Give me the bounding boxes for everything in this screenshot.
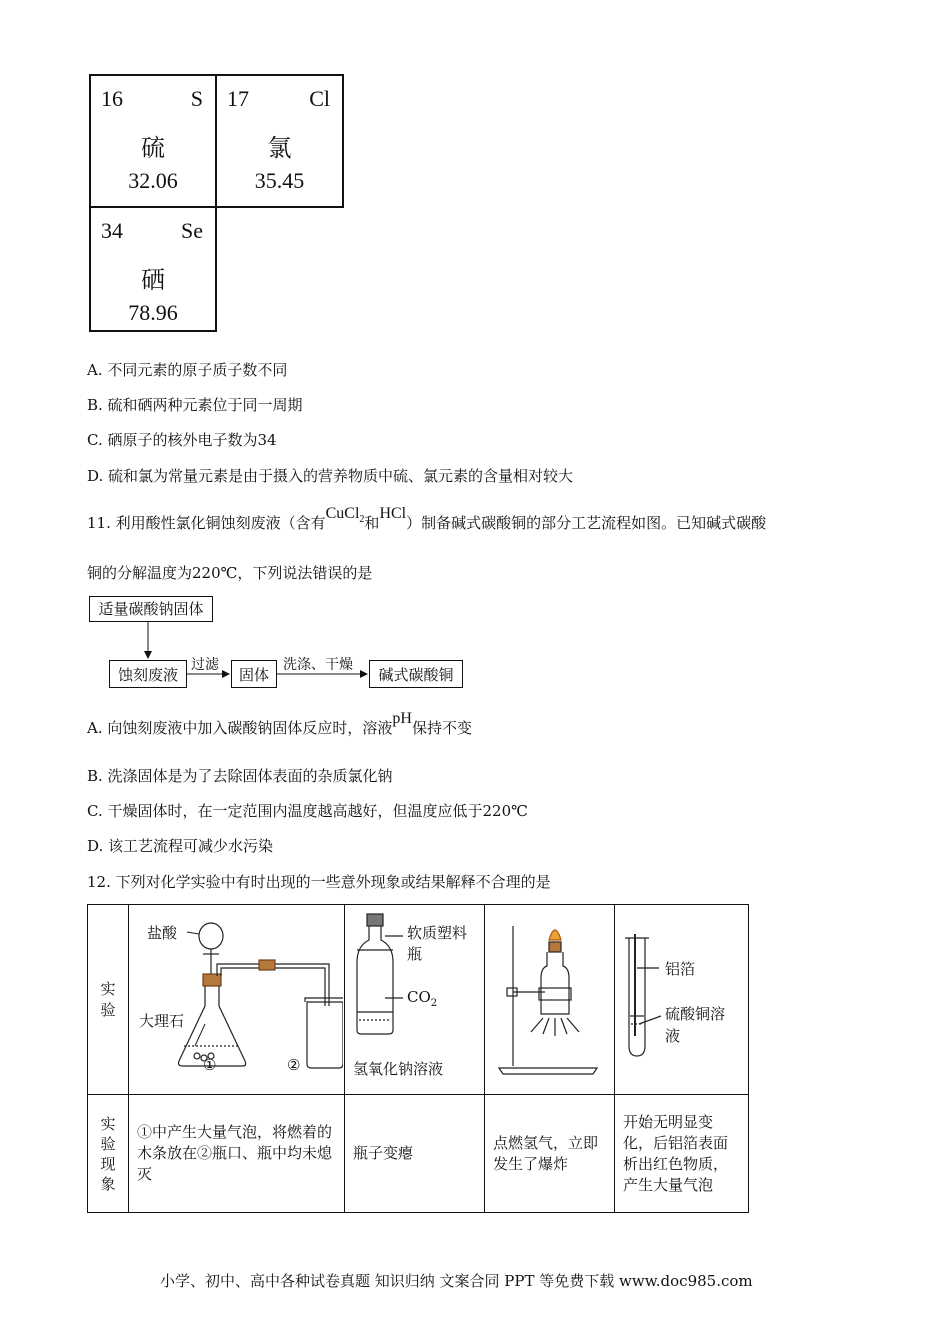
observation-1: ①中产生大量气泡，将燃着的木条放在②瓶口、瓶中均未熄灭 — [129, 1095, 345, 1213]
label-aluminum-foil: 铝箔 — [665, 960, 696, 978]
label-sodium-hydroxide: 氢氧化钠溶液 — [353, 1060, 444, 1078]
q10-option-d: D. 硫和氯为常量元素是由于摄入的营养物质中硫、氯元素的含量相对较大 — [87, 467, 574, 485]
label-marble: 大理石 — [139, 1012, 185, 1030]
element-name: 硫 — [141, 134, 165, 162]
flow-box-solid: 固体 — [231, 660, 277, 688]
formula-ph: pH — [392, 710, 412, 727]
experiment-table — [87, 904, 749, 1213]
q12-stem: 12. 下列对化学实验中有时出现的一些意外现象或结果解释不合理的是 — [87, 873, 551, 891]
flow-box-basic-copper-carbonate: 碱式碳酸铜 — [369, 660, 463, 688]
atomic-number: 17 — [227, 86, 249, 111]
row-head-observation — [88, 1095, 129, 1213]
figure-cell-plastic-bottle — [345, 905, 485, 1095]
atomic-number: 34 — [101, 218, 123, 243]
formula-hcl: HCl — [379, 505, 407, 522]
test-tube-figure — [615, 906, 747, 1094]
label-hydrochloric-acid: 盐酸 — [147, 924, 178, 942]
q11-option-d: D. 该工艺流程可减少水污染 — [87, 837, 274, 855]
element-symbol: Cl — [309, 86, 330, 111]
label-soft-plastic-bottle: 软质塑料瓶 — [407, 924, 468, 963]
q11-stem-part: ）制备碱式碳酸铜的部分工艺流程如图。已知碱式碳酸 — [406, 514, 767, 532]
q11-stem-part: 11. 利用酸性氯化铜蚀刻废液（含有 — [87, 514, 326, 532]
q10-option-c: C. 硒原子的核外电子数为34 — [87, 431, 277, 449]
observation-2: 瓶子变瘪 — [345, 1095, 485, 1213]
row-head-text: 实验现象 — [100, 1114, 116, 1193]
label-co2 — [407, 987, 437, 1014]
q11-stem-part: 和 — [364, 514, 380, 532]
atomic-mass: 78.96 — [128, 300, 178, 325]
flow-label-filter: 过滤 — [191, 657, 219, 673]
q11-option-a-part: A. 向蚀刻废液中加入碳酸钠固体反应时，溶液 — [87, 719, 393, 737]
element-name: 硒 — [141, 266, 165, 294]
label-circle-2: ② — [287, 1056, 301, 1074]
flow-label-wash-dry: 洗涤、干燥 — [283, 657, 353, 673]
q11-option-c: C. 干燥固体时，在一定范围内温度越高越好，但温度应低于220℃ — [87, 802, 528, 820]
q11-option-b: B. 洗涤固体是为了去除固体表面的杂质氯化钠 — [87, 767, 393, 785]
q11-option-a-part: 保持不变 — [411, 719, 472, 737]
observation-3: 点燃氢气，立即发生了爆炸 — [485, 1095, 615, 1213]
formula-subscript: 2 — [359, 514, 365, 526]
footer-text: 小学、初中、高中各种试卷真题 知识归纳 文案合同 PPT 等免费下载 www.doc985.com — [160, 1272, 753, 1290]
label-copper-sulfate: 硫酸铜溶液 — [665, 1005, 726, 1045]
q10-option-b: B. 硫和硒两种元素位于同一周期 — [87, 396, 303, 414]
iron-stand-figure — [485, 906, 613, 1094]
figure-cell-hydrogen-ignition — [485, 905, 615, 1095]
formula-subscript: 2 — [430, 998, 438, 1009]
element-symbol: S — [190, 86, 203, 111]
element-symbol: Se — [181, 218, 203, 243]
formula-text: CuCl — [325, 505, 360, 522]
q11-option-a — [87, 710, 472, 739]
flow-box-etching-waste: 蚀刻废液 — [109, 660, 187, 688]
row-head-experiment — [88, 905, 129, 1095]
flow-box-sodium-carbonate: 适量碳酸钠固体 — [89, 596, 213, 622]
formula-text: CO — [407, 988, 431, 1006]
row-head-text: 实验 — [100, 979, 116, 1019]
element-name: 氯 — [267, 134, 292, 162]
figure-cell-co2-generation — [129, 905, 345, 1095]
q10-option-a: A. 不同元素的原子质子数不同 — [87, 361, 288, 379]
figure-cell-aluminum-foil — [615, 905, 749, 1095]
label-circle-1: ① — [203, 1056, 217, 1074]
atomic-mass: 32.06 — [128, 168, 178, 193]
observation-4: 开始无明显变化，后铝箔表面析出红色物质，产生大量气泡 — [615, 1095, 749, 1213]
atomic-number: 16 — [101, 86, 123, 111]
atomic-mass: 35.45 — [254, 168, 305, 193]
q11-stem-line2: 铜的分解温度为220℃，下列说法错误的是 — [87, 564, 373, 582]
